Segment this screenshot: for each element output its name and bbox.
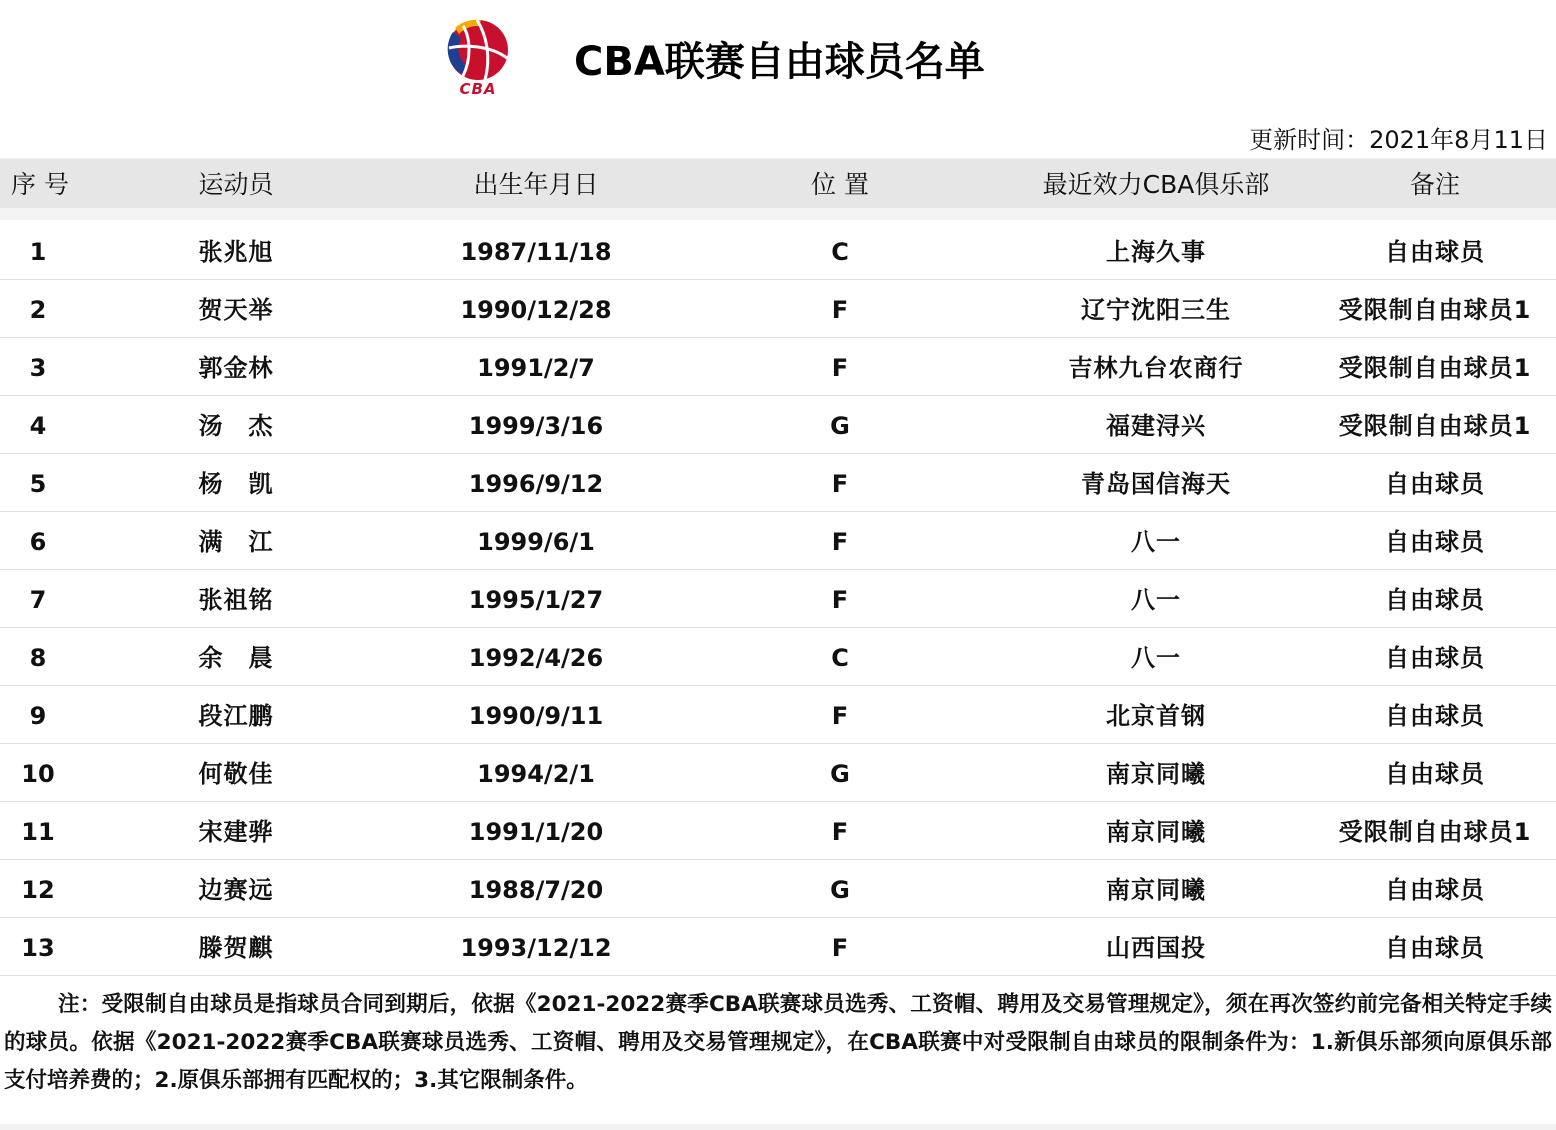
cell-birth: 1995/1/27	[468, 586, 604, 614]
cell-no: 4	[29, 412, 47, 440]
update-time: 更新时间：2021年8月11日	[1249, 126, 1548, 154]
cell-name: 段江鹏	[198, 702, 274, 730]
cell-name: 郭金林	[198, 354, 274, 382]
cell-position: F	[831, 470, 849, 498]
table-row	[0, 628, 1556, 686]
cell-note: 自由球员	[1385, 702, 1485, 730]
table-row	[0, 222, 1556, 280]
cell-position: G	[830, 876, 850, 904]
cell-position: C	[831, 644, 849, 672]
cell-no: 7	[29, 586, 47, 614]
cell-name: 杨 凯	[198, 470, 274, 498]
cell-no: 9	[29, 702, 47, 730]
cell-club: 八一	[1131, 644, 1181, 672]
cell-no: 2	[29, 296, 47, 324]
header-divider	[0, 208, 1556, 220]
cell-birth: 1987/11/18	[460, 238, 612, 266]
cell-club: 南京同曦	[1106, 818, 1206, 846]
cell-birth: 1990/9/11	[468, 702, 604, 730]
cell-club: 山西国投	[1106, 934, 1206, 962]
page-header	[0, 0, 1556, 154]
cell-birth: 1991/1/20	[468, 818, 604, 846]
cell-club: 八一	[1131, 586, 1181, 614]
cell-note: 自由球员	[1385, 934, 1485, 962]
header-note: 备注	[1409, 170, 1460, 199]
table-row	[0, 512, 1556, 570]
table-row	[0, 396, 1556, 454]
cell-no: 3	[29, 354, 47, 382]
cell-position: G	[830, 760, 850, 788]
cell-note: 自由球员	[1385, 238, 1485, 266]
cell-note: 自由球员	[1385, 470, 1485, 498]
cell-note: 自由球员	[1385, 760, 1485, 788]
cell-note: 受限制自由球员1	[1338, 818, 1532, 846]
cell-name: 满 江	[198, 528, 274, 556]
table-row	[0, 570, 1556, 628]
cell-note: 受限制自由球员1	[1338, 412, 1532, 440]
basketball-logo-icon	[441, 18, 515, 82]
cell-no: 5	[29, 470, 47, 498]
cell-position: F	[831, 354, 849, 382]
cell-birth: 1993/12/12	[460, 934, 612, 962]
cell-birth: 1996/9/12	[468, 470, 604, 498]
cell-position: G	[830, 412, 850, 440]
cell-name: 张祖铭	[198, 586, 274, 614]
table-row	[0, 686, 1556, 744]
cell-no: 6	[29, 528, 47, 556]
table-row	[0, 338, 1556, 396]
header-position: 位 置	[811, 170, 869, 199]
cell-no: 13	[21, 934, 55, 962]
cell-name: 宋建骅	[198, 818, 274, 846]
cell-note: 自由球员	[1385, 644, 1485, 672]
players-table	[0, 222, 1556, 976]
cell-note: 受限制自由球员1	[1338, 354, 1532, 382]
table-row	[0, 802, 1556, 860]
page-title: CBA联赛自由球员名单	[574, 39, 985, 85]
table-row	[0, 860, 1556, 918]
cell-birth: 1992/4/26	[468, 644, 604, 672]
cell-note: 自由球员	[1385, 528, 1485, 556]
cell-birth: 1994/2/1	[477, 760, 595, 788]
cell-name: 边赛远	[198, 876, 274, 904]
header-name: 运动员	[198, 170, 274, 199]
cell-note: 受限制自由球员1	[1338, 296, 1532, 324]
cell-position: F	[831, 818, 849, 846]
cell-birth: 1991/2/7	[477, 354, 595, 382]
cell-birth: 1999/6/1	[477, 528, 595, 556]
cell-name: 余 晨	[198, 644, 274, 672]
cell-position: F	[831, 934, 849, 962]
cell-name: 贺天举	[198, 296, 274, 324]
cell-club: 南京同曦	[1106, 760, 1206, 788]
cell-birth: 1988/7/20	[468, 876, 604, 904]
cell-name: 汤 杰	[198, 412, 274, 440]
table-row	[0, 454, 1556, 512]
cell-no: 12	[21, 876, 55, 904]
cell-name: 何敬佳	[198, 760, 274, 788]
cell-club: 北京首钢	[1106, 702, 1206, 730]
cell-birth: 1990/12/28	[460, 296, 612, 324]
cell-club: 青岛国信海天	[1081, 470, 1231, 498]
cell-club: 辽宁沈阳三生	[1081, 296, 1231, 324]
table-row	[0, 918, 1556, 976]
table-row	[0, 744, 1556, 802]
cell-name: 张兆旭	[198, 238, 274, 266]
bottom-divider	[0, 1124, 1556, 1130]
cell-no: 10	[21, 760, 55, 788]
cell-name: 滕贺麒	[198, 934, 274, 962]
footnote: 注：受限制自由球员是指球员合同到期后，依据《2021-2022赛季CBA联赛球员选秀、工资帽、聘用及交易管理规定》，须在再次签约前完备相关特定手续的球员。依据《2021-2022赛季CBA联赛球员选秀、工资帽、聘用及交易管理规定》，在CBA联赛中对受限制自由球员的限制条件为：1.新俱乐部须向原俱乐部支付培养费的；2.原俱乐部拥有匹配权的；3.其它限制条件。	[4, 992, 1552, 1093]
cba-logo	[441, 18, 515, 100]
cell-club: 吉林九台农商行	[1068, 354, 1244, 382]
cell-note: 自由球员	[1385, 876, 1485, 904]
cell-position: F	[831, 702, 849, 730]
cell-club: 福建浔兴	[1106, 412, 1206, 440]
cell-no: 11	[21, 818, 55, 846]
header-club: 最近效力CBA俱乐部	[1042, 170, 1270, 199]
logo-text: CBA	[459, 80, 497, 98]
cell-no: 8	[29, 644, 47, 672]
header-birth: 出生年月日	[473, 170, 599, 199]
cell-club: 上海久事	[1106, 238, 1206, 266]
cell-position: C	[831, 238, 849, 266]
header-no: 序 号	[11, 170, 69, 199]
cell-club: 南京同曦	[1106, 876, 1206, 904]
cell-position: F	[831, 586, 849, 614]
table-header	[0, 158, 1556, 209]
cell-club: 八一	[1131, 528, 1181, 556]
cell-position: F	[831, 296, 849, 324]
cell-position: F	[831, 528, 849, 556]
cell-birth: 1999/3/16	[468, 412, 604, 440]
cell-note: 自由球员	[1385, 586, 1485, 614]
cell-no: 1	[29, 238, 47, 266]
table-row	[0, 280, 1556, 338]
